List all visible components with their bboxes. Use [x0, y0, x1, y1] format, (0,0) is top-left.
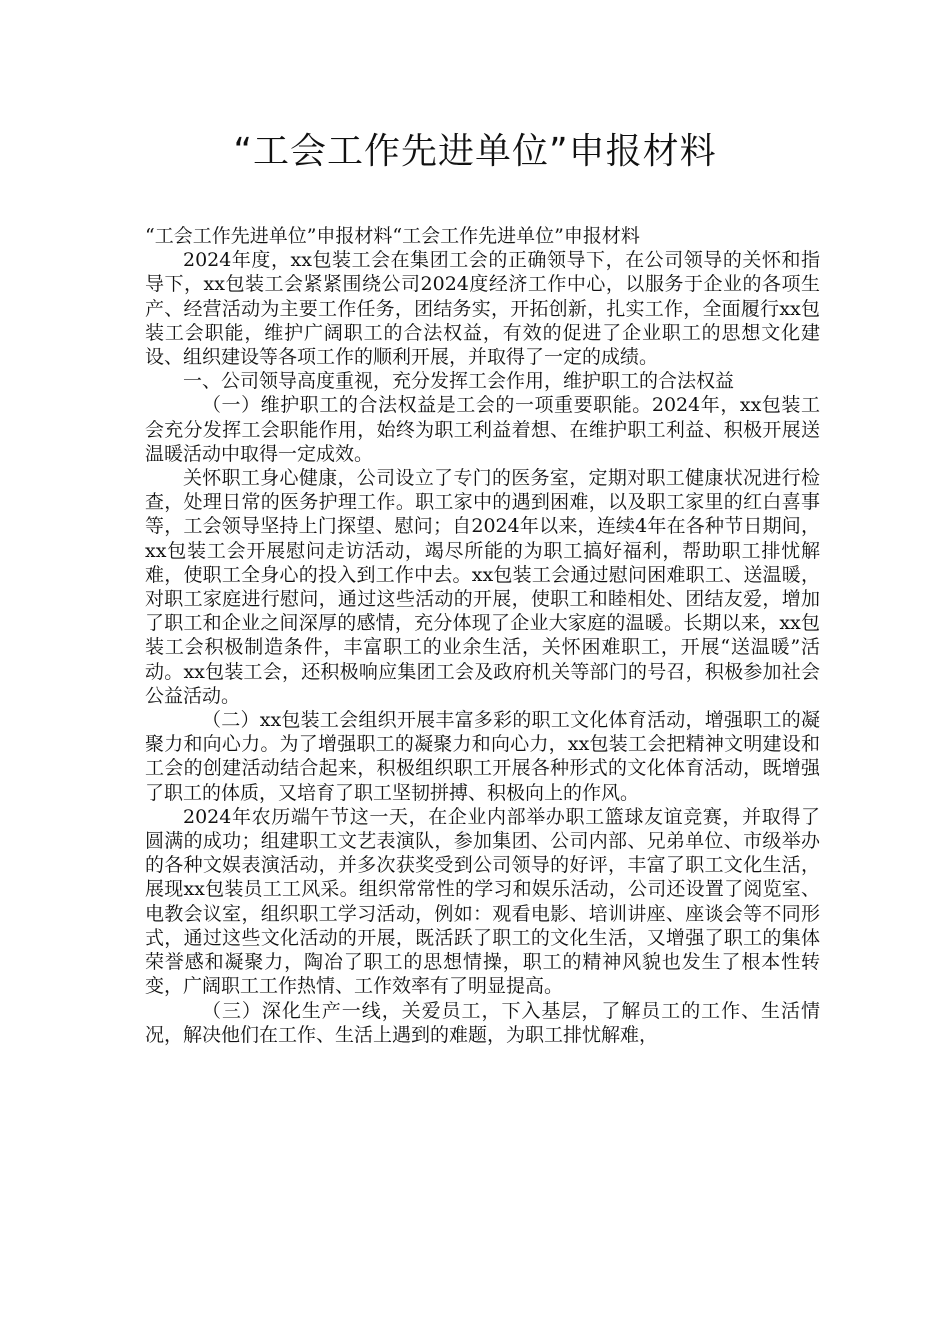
section-heading-1: 一、公司领导高度重视，充分发挥工会作用，维护职工的合法权益	[183, 370, 735, 393]
subsection-1: （一）维护职工的合法权益是工会的一项重要职能。2024年，xx包装工会充分发挥工会职能作用，始终为职工利益着想、在维护职工利益、积极开展送温暖活动中取得一定成效。	[145, 394, 820, 465]
paragraph-activities: 2024年农历端午节这一天，在企业内部举办职工篮球友谊竞赛，并取得了圆满的成功；组建职工文艺表演队，参加集团、公司内部、兄弟单位、市级举办的各种文娱表演活动，并多次获奖受到公司领导的好评，丰富了职工文化生活，展现xx包装员工工风采。组织常常性的学习和娱乐活动，公司还设置了阅览室、电教会议室，组织职工学习活动，例如：观看电影、培训讲座、座谈会等不同形式，通过这些文化活动的开展，既活跃了职工的文化生活，又增强了职工的集体荣誉感和凝聚力，陶冶了职工的思想情操，职工的精神风貌也发生了根本性转变，广阔职工工作热情、工作效率有了明显提高。	[145, 805, 820, 998]
document-title: “工会工作先进单位”申报材料	[233, 131, 717, 172]
paragraph-overview: 2024年度，xx包装工会在集团工会的正确领导下，在公司领导的关怀和指导下，xx包装工会紧紧围绕公司2024度经济工作中心，以服务于企业的各项生产、经营活动为主要工作任务，团结务实，开拓创新，扎实工作，全面履行xx包装工会职能，维护广阔职工的合法权益，有效的促进了企业职工的思想文化建设、组织建设等各项工作的顺利开展，并取得了一定的成绩。	[145, 249, 820, 369]
subsection-3: （三）深化生产一线，关爱员工，下入基层，了解员工的工作、生活情况，解决他们在工作、生活上遇到的难题，为职工排忧解难，	[145, 999, 820, 1046]
document-body	[145, 224, 820, 1047]
paragraph-intro-heading: “工会工作先进单位”申报材料“工会工作先进单位”申报材料	[145, 225, 640, 247]
subsection-2: （二）xx包装工会组织开展丰富多彩的职工文化体育活动，增强职工的凝聚力和向心力。为了增强职工的凝聚力和向心力，xx包装工会把精神文明建设和工会的创建活动结合起来，积极组织职工开展各种形式的文化体育活动，既增强了职工的体质，又培育了职工坚韧拼搏、积极向上的作风。	[145, 709, 820, 804]
paragraph-care: 关怀职工身心健康，公司设立了专门的医务室，定期对职工健康状况进行检查，处理日常的医务护理工作。职工家中的遇到困难，以及职工家里的红白喜事等，工会领导坚持上门探望、慰问；自2024年以来，连续4年在各种节日期间，xx包装工会开展慰问走访活动，竭尽所能的为职工搞好福利，帮助职工排忧解难，使职工全身心的投入到工作中去。xx包装工会通过慰问困难职工、送温暖，对职工家庭进行慰问，通过这些活动的开展，使职工和睦相处、团结友爱，增加了职工和企业之间深厚的感情，充分体现了企业大家庭的温暖。长期以来，xx包装工会积极制造条件，丰富职工的业余生活，关怀困难职工，开展“送温暖”活动。xx包装工会，还积极响应集团工会及政府机关等部门的号召，积极参加社会公益活动。	[145, 467, 820, 707]
